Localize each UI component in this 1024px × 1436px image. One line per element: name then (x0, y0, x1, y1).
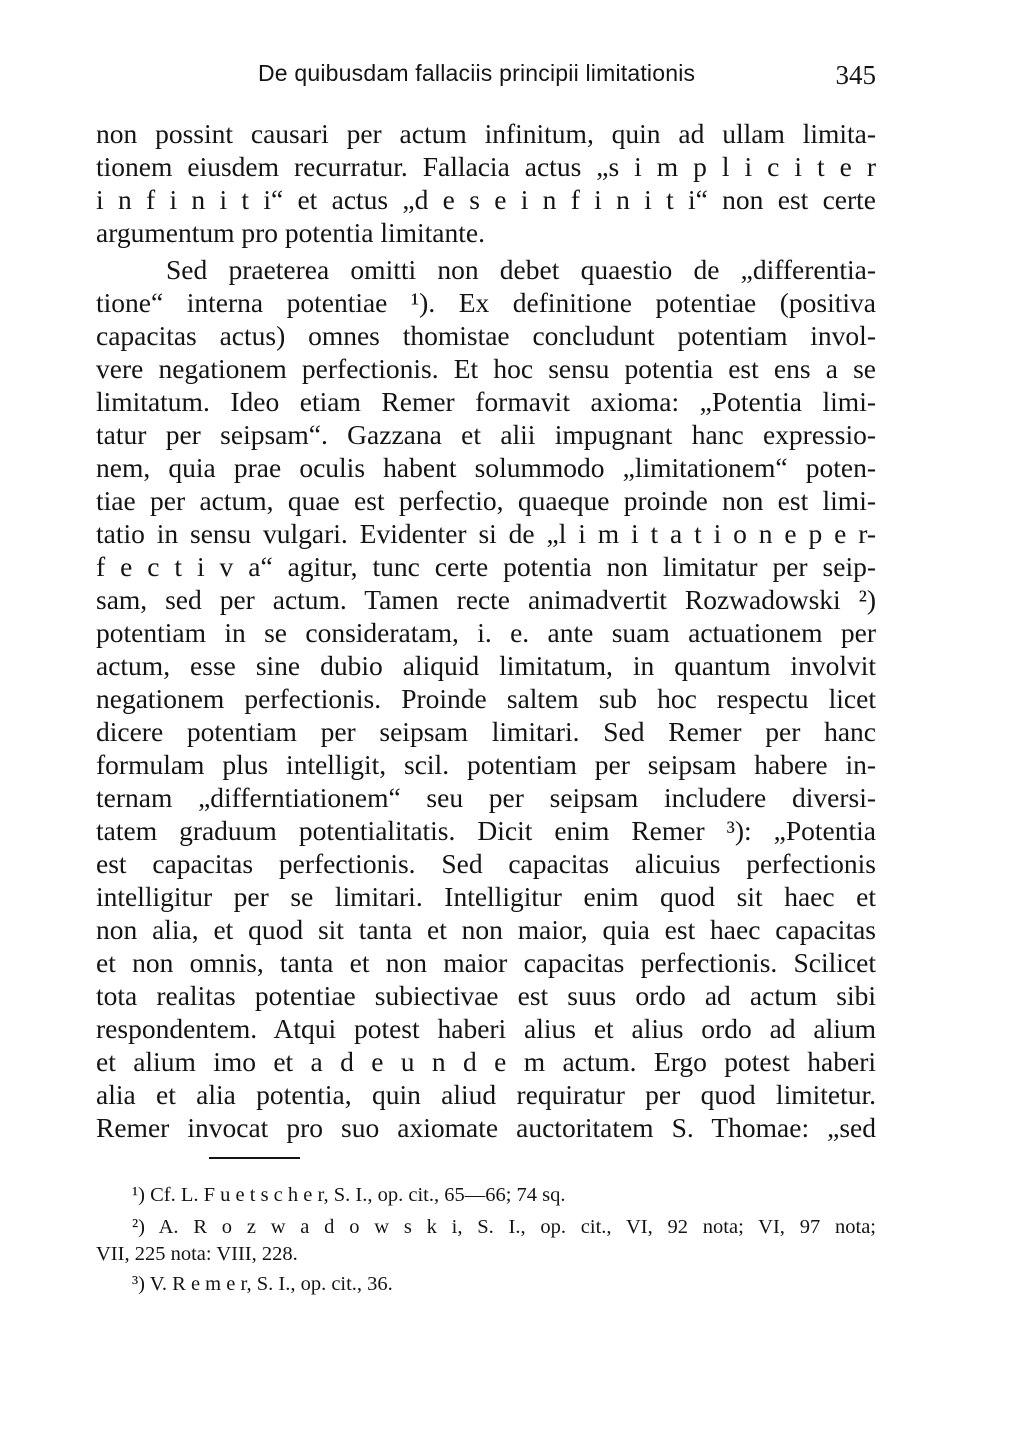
text-line: Sed praeterea omitti non debet quaestio de „differentia- (166, 254, 876, 285)
footnote-2: ²) A. R o z w a d o w s k i, S. I., op. cit., VI, 92 nota; VI, 97 nota; (132, 1216, 876, 1238)
text-line: alia et alia potentia, quin aliud requiratur per quod limitetur. (96, 1079, 876, 1110)
footnote-rule (209, 1157, 300, 1159)
text-line: potentiam in se consideratam, i. e. ante suam actuationem per (96, 617, 876, 648)
text-line: respondentem. Atqui potest haberi alius et alius ordo ad alium (96, 1013, 876, 1044)
text-line: tiae per actum, quae est perfectio, quaeque proinde non est limi- (96, 485, 876, 516)
text-line: i n f i n i t i“ et actus „d e s e i n f i n i t i“ non est certe (96, 184, 876, 215)
text-line: argumentum pro potentia limitante. (96, 217, 485, 248)
text-line: tatem graduum potentialitatis. Dicit enim Remer ³): „Potentia (96, 815, 876, 846)
text-line: et alium imo et a d e u n d e m actum. Ergo potest haberi (96, 1046, 876, 1077)
page-number: 345 (835, 60, 876, 90)
text-line: sam, sed per actum. Tamen recte animadvertit Rozwadowski ²) (96, 584, 876, 615)
running-head-title: De quibusdam fallaciis principii limitationis (258, 60, 696, 86)
footnote-1: ¹) Cf. L. F u e t s c h e r, S. I., op. cit., 65—66; 74 sq. (132, 1184, 566, 1206)
text-line: dicere potentiam per seipsam limitari. Sed Remer per hanc (96, 716, 876, 747)
footnote-2-continuation: VII, 225 nota: VIII, 228. (96, 1243, 298, 1265)
text-line: et non omnis, tanta et non maior capacitas perfectionis. Scilicet (96, 947, 876, 978)
text-line: tota realitas potentiae subiectivae est suus ordo ad actum sibi (96, 980, 876, 1011)
text-line: ternam „differntiationem“ seu per seipsam includere diversi- (96, 782, 876, 813)
text-line: Remer invocat pro suo axiomate auctoritatem S. Thomae: „sed (96, 1112, 876, 1143)
text-line: tatio in sensu vulgari. Evidenter si de „l i m i t a t i o n e p e r- (96, 518, 876, 549)
text-line: intelligitur per se limitari. Intelligitur enim quod sit haec et (96, 881, 876, 912)
text-line: capacitas actus) omnes thomistae concludunt potentiam invol- (96, 320, 876, 351)
text-line: tatur per seipsam“. Gazzana et alii impugnant hanc expressio- (96, 419, 876, 450)
text-line: est capacitas perfectionis. Sed capacitas alicuius perfectionis (96, 848, 876, 879)
text-line: limitatum. Ideo etiam Remer formavit axioma: „Potentia limi- (96, 386, 876, 417)
text-line: negationem perfectionis. Proinde saltem sub hoc respectu licet (96, 683, 876, 714)
text-line: non alia, et quod sit tanta et non maior, quia est haec capacitas (96, 914, 876, 945)
footnote-3: ³) V. R e m e r, S. I., op. cit., 36. (132, 1273, 393, 1295)
text-line: actum, esse sine dubio aliquid limitatum, in quantum involvit (96, 650, 876, 681)
running-head (96, 56, 876, 96)
text-line: tione“ interna potentiae ¹). Ex definitione potentiae (positiva (96, 287, 876, 318)
text-line: non possint causari per actum infinitum, quin ad ullam limita- (96, 118, 876, 149)
text-line: formulam plus intelligit, scil. potentiam per seipsam habere in- (96, 749, 876, 780)
text-line: vere negationem perfectionis. Et hoc sensu potentia est ens a se (96, 353, 876, 384)
text-line: f e c t i v a“ agitur, tunc certe potentia non limitatur per seip- (96, 551, 876, 582)
text-line: tionem eiusdem recurratur. Fallacia actus „s i m p l i c i t e r (96, 151, 876, 182)
text-line: nem, quia prae oculis habent solummodo „limitationem“ poten- (96, 452, 876, 483)
